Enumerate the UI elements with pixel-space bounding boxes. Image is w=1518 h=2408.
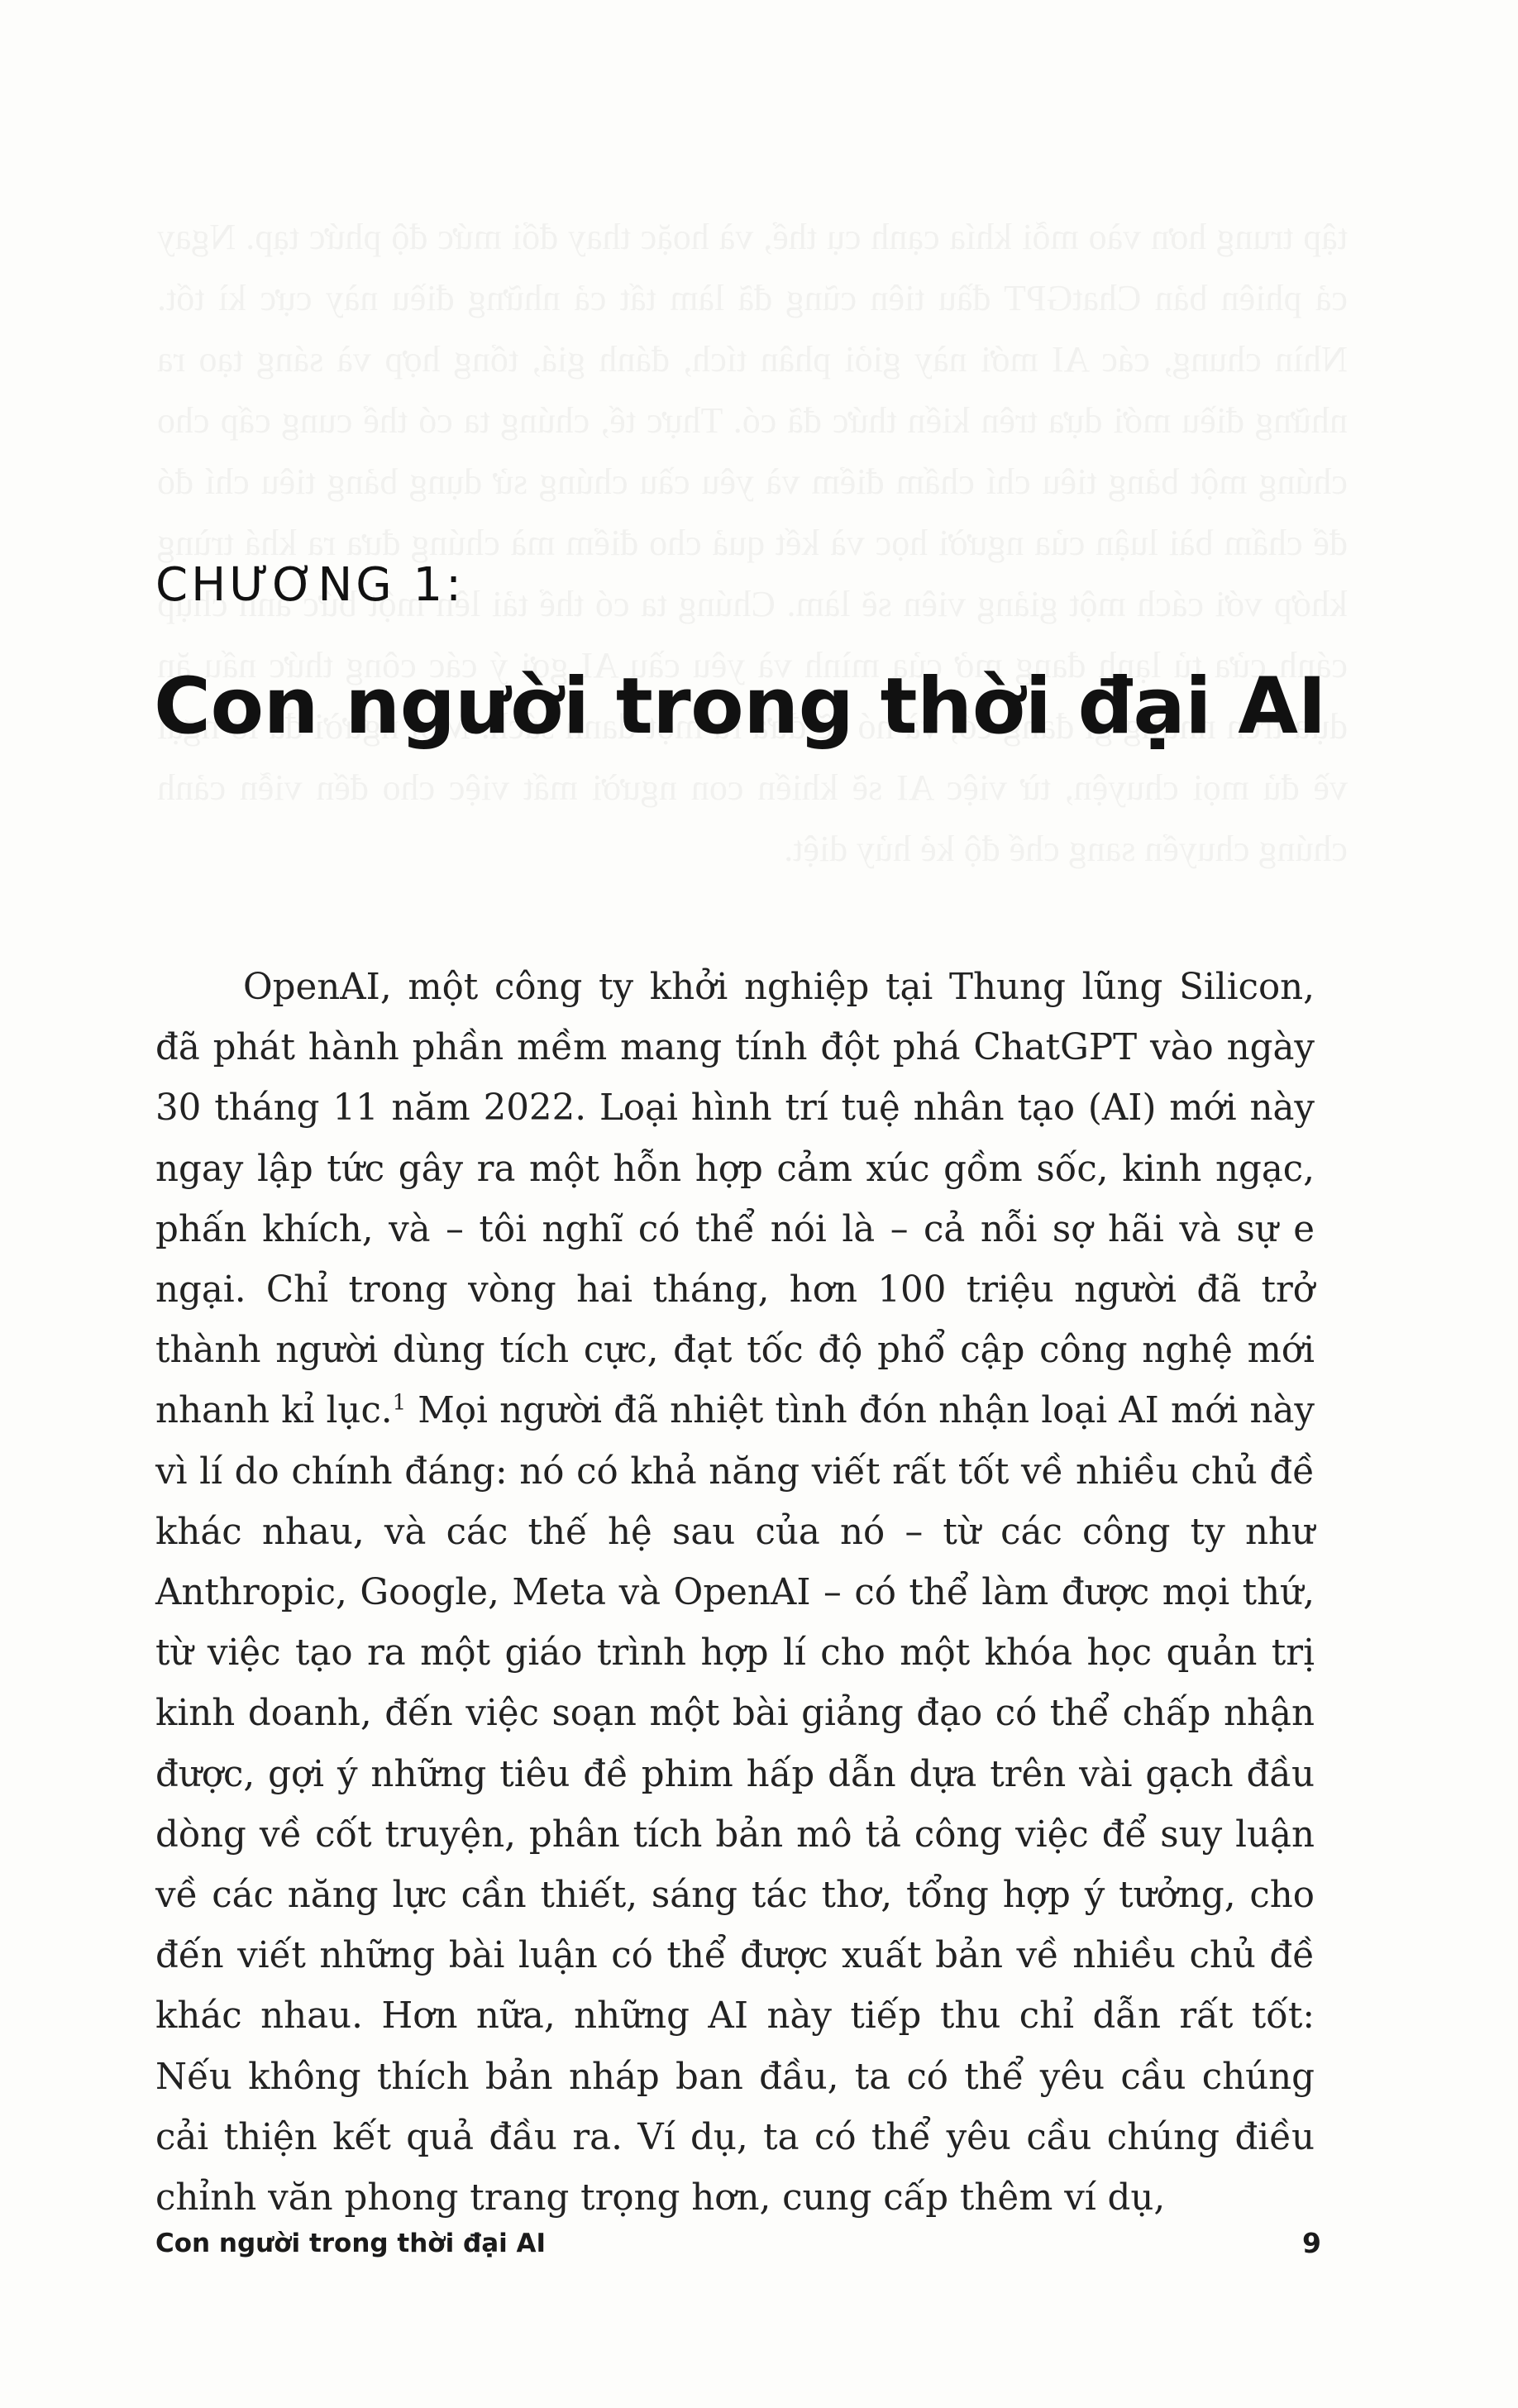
page-number: 9 [1302, 2227, 1321, 2259]
body-text-part-2: Mọi người đã nhiệt tình đón nhận loại AI mới này vì lí do chính đáng: nó có khả năng viết rất tốt về nhiều chủ đề khác nhau, và các thế hệ sau của nó – từ các công ty như Anthropic, Google, Meta và OpenAI – có thể làm được mọi thứ, từ việc tạo ra một giáo trình hợp lí cho một khóa học quản trị kinh doanh, đến việc soạn một bài giảng đạo có thể chấp nhận được, gợi ý những tiêu đề phim hấp dẫn dựa trên vài gạch đầu dòng về cốt truyện, phân tích bản mô tả công việc để suy luận về các năng lực cần thiết, sáng tác thơ, tổng hợp ý tưởng, cho đến viết những bài luận có thể được xuất bản về nhiều chủ đề khác nhau. Hơn nữa, những AI này tiếp thu chỉ dẫn rất tốt: Nếu không thích bản nháp ban đầu, ta có thể yêu cầu chúng cải thiện kết quả đầu ra. Ví dụ, ta có thể yêu cầu chúng điều chỉnh văn phong trang trọng hơn, cung cấp thêm ví dụ, [155, 1390, 1315, 2219]
body-paragraph [155, 958, 1315, 2229]
footnote-reference: 1 [392, 1390, 407, 1416]
show-through-text [157, 207, 1348, 880]
body-text-part-1: OpenAI, một công ty khởi nghiệp tại Thung lũng Silicon, đã phát hành phần mềm mang tính đột phá ChatGPT vào ngày 30 tháng 11 năm 2022. Loại hình trí tuệ nhân tạo (AI) mới này ngay lập tức gây ra một hỗn hợp cảm xúc gồm sốc, kinh ngạc, phấn khích, và – tôi nghĩ có thể nói là – cả nỗi sợ hãi và sự e ngại. Chỉ trong vòng hai tháng, hơn 100 triệu người đã trở thành người dùng tích cực, đạt tốc độ phổ cập công nghệ mới nhanh kỉ lục. [155, 967, 1315, 1432]
chapter-label: CHƯƠNG 1: [155, 558, 465, 612]
chapter-title: Con người trong thời đại AI [154, 662, 1326, 752]
running-footer-title: Con người trong thời đại AI [155, 2229, 547, 2258]
